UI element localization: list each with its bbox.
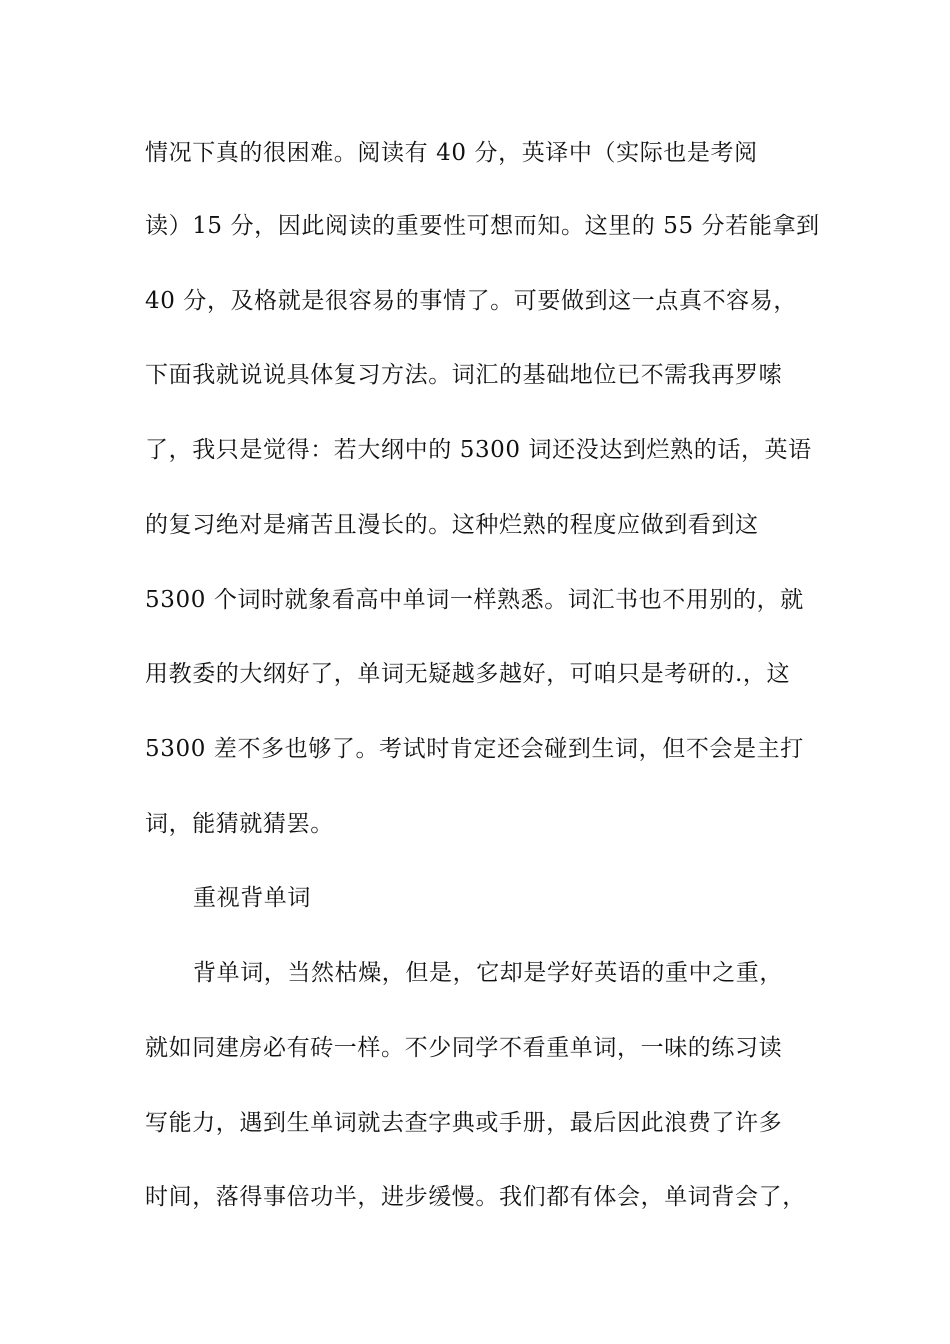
body-line: 40 分，及格就是很容易的事情了。可要做到这一点真不容易， xyxy=(145,288,797,314)
body-line: 背单词，当然枯燥，但是，它却是学好英语的重中之重， xyxy=(193,960,783,986)
body-line: 5300 个词时就象看高中单词一样熟悉。词汇书也不用别的，就 xyxy=(145,587,804,613)
body-line: 情况下真的很困难。阅读有 40 分，英译中（实际也是考阅 xyxy=(145,140,758,166)
body-line: 读）15 分，因此阅读的重要性可想而知。这里的 55 分若能拿到 xyxy=(145,213,820,239)
body-line: 了，我只是觉得：若大纲中的 5300 词还没达到烂熟的话，英语 xyxy=(145,437,812,463)
body-line: 5300 差不多也够了。考试时肯定还会碰到生词，但不会是主打 xyxy=(145,736,804,762)
body-line: 时间，落得事倍功半，进步缓慢。我们都有体会，单词背会了， xyxy=(145,1184,806,1210)
section-heading: 重视背单词 xyxy=(193,885,311,911)
body-line: 词，能猜就猜罢。 xyxy=(145,811,334,837)
body-line: 写能力，遇到生单词就去查字典或手册，最后因此浪费了许多 xyxy=(145,1110,783,1136)
body-line: 下面我就说说具体复习方法。词汇的基础地位已不需我再罗嗦 xyxy=(145,362,783,388)
body-line: 就如同建房必有砖一样。不少同学不看重单词，一味的练习读 xyxy=(145,1035,783,1061)
body-line: 用教委的大纲好了，单词无疑越多越好，可咱只是考研的.，这 xyxy=(145,661,791,687)
body-line: 的复习绝对是痛苦且漫长的。这种烂熟的程度应做到看到这 xyxy=(145,512,759,538)
